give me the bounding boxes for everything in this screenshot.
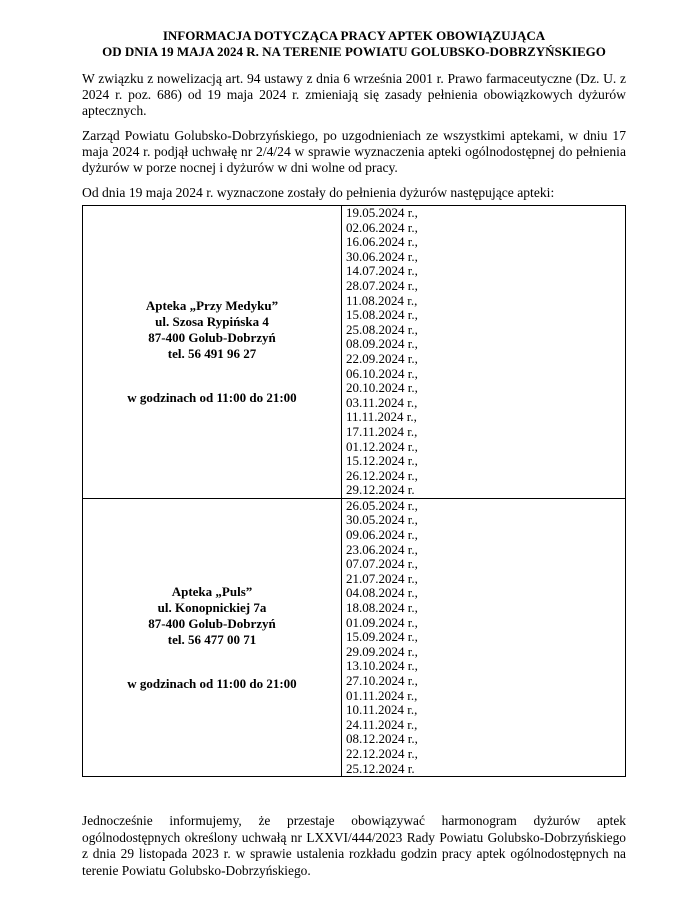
duty-date: 22.12.2024 r.,	[346, 745, 418, 761]
duty-date: 29.12.2024 r.	[346, 482, 415, 498]
designation-paragraph: Od dnia 19 maja 2024 r. wyznaczone zostały do pełnienia dyżurów następujące apteki:	[82, 185, 555, 200]
duty-date: 30.05.2024 r.,	[346, 512, 418, 528]
pharmacy-name: Apteka „Puls”	[171, 583, 253, 599]
duty-date: 22.09.2024 r.,	[346, 350, 418, 366]
pharmacy-hours: w godzinach od 11:00 do 21:00	[127, 389, 297, 405]
duty-date: 26.12.2024 r.,	[346, 467, 418, 483]
title-line-1: INFORMACJA DOTYCZĄCA PRACY APTEK OBOWIĄZUJĄCA	[162, 28, 546, 43]
duty-dates-cell	[342, 498, 626, 776]
duty-dates-cell	[342, 206, 626, 499]
pharmacy-city: 87-400 Golub-Dobrzyń	[148, 329, 276, 345]
pharmacy-info-cell	[83, 498, 342, 776]
pharmacy-info-cell	[83, 206, 342, 499]
pharmacy-city: 87-400 Golub-Dobrzyń	[148, 615, 276, 631]
duty-date: 30.06.2024 r.,	[346, 248, 418, 264]
pharmacy-phone: tel. 56 491 96 27	[167, 345, 257, 361]
pharmacy-hours: w godzinach od 11:00 do 21:00	[127, 675, 297, 691]
document-title	[82, 28, 626, 60]
duty-date: 15.09.2024 r.,	[346, 629, 418, 645]
duty-date: 01.12.2024 r.,	[346, 438, 418, 454]
duty-date: 10.11.2024 r.,	[346, 702, 418, 718]
duty-date: 21.07.2024 r.,	[346, 570, 418, 586]
duty-date: 24.11.2024 r.,	[346, 716, 418, 732]
duty-date: 07.07.2024 r.,	[346, 556, 418, 572]
intro-paragraph: W związku z nowelizacją art. 94 ustawy z dnia 6 września 2001 r. Prawo farmaceutyczne (Dz. U. z 2024 r. poz. 686) od 19 maja 2024 r. zmieniają się zasady pełnienia obowiązkowych dyżurów aptecznych.	[82, 71, 626, 118]
table-row	[83, 206, 626, 499]
duty-date: 03.11.2024 r.,	[346, 394, 418, 410]
pharmacy-street: ul. Szosa Rypińska 4	[155, 313, 269, 329]
duty-date: 15.12.2024 r.,	[346, 453, 418, 469]
footer-paragraph: Jednocześnie informujemy, że przestaje obowiązywać harmonogram dyżurów aptek ogólnodostępnych określony uchwałą nr LXXVI/444/2023 Rady Powiatu Golubsko-Dobrzyńskiego z dnia 29 listopada 2023 r. w sprawie ustalenia rozkładu godzin pracy aptek ogólnodostępnych na terenie Powiatu Golubsko-Dobrzyńskiego.	[82, 813, 626, 878]
duty-date: 19.05.2024 r.,	[346, 205, 418, 220]
duty-date: 23.06.2024 r.,	[346, 541, 418, 557]
document-page	[82, 28, 626, 777]
duty-date: 08.12.2024 r.,	[346, 731, 418, 747]
duty-date: 09.06.2024 r.,	[346, 527, 418, 543]
duty-date: 08.09.2024 r.,	[346, 336, 418, 352]
duty-date: 11.08.2024 r.,	[346, 292, 418, 308]
duty-date: 25.12.2024 r.	[346, 760, 415, 776]
duty-date: 01.09.2024 r.,	[346, 614, 418, 630]
pharmacy-street: ul. Konopnickiej 7a	[157, 599, 267, 615]
duty-date: 26.05.2024 r.,	[346, 497, 418, 513]
duty-date: 01.11.2024 r.,	[346, 687, 418, 703]
duty-date: 11.11.2024 r.,	[346, 409, 417, 425]
resolution-paragraph: Zarząd Powiatu Golubsko-Dobrzyńskiego, po uzgodnieniach ze wszystkimi aptekami, w dniu 17 maja 2024 r. podjął uchwałę nr 2/4/24 w sprawie wyznaczenia apteki ogólnodostępnej do pełnienia dyżurów w porze nocnej i dyżurów w dni wolne od pracy.	[82, 128, 626, 175]
duty-date: 29.09.2024 r.,	[346, 643, 418, 659]
duty-date: 25.08.2024 r.,	[346, 321, 418, 337]
duty-date: 18.08.2024 r.,	[346, 600, 418, 616]
duty-schedule-table	[82, 205, 626, 777]
duty-date: 14.07.2024 r.,	[346, 263, 418, 279]
duty-date: 13.10.2024 r.,	[346, 658, 418, 674]
duty-date: 17.11.2024 r.,	[346, 423, 418, 439]
pharmacy-phone: tel. 56 477 00 71	[167, 631, 257, 647]
duty-date: 16.06.2024 r.,	[346, 234, 418, 250]
duty-date: 28.07.2024 r.,	[346, 277, 418, 293]
duty-date: 06.10.2024 r.,	[346, 365, 418, 381]
duty-date: 27.10.2024 r.,	[346, 673, 418, 688]
duty-date: 02.06.2024 r.,	[346, 219, 418, 235]
pharmacy-name: Apteka „Przy Medyku”	[145, 297, 279, 313]
duty-date: 15.08.2024 r.,	[346, 307, 418, 323]
table-row	[83, 498, 626, 776]
duty-date: 04.08.2024 r.,	[346, 585, 418, 601]
duty-date: 20.10.2024 r.,	[346, 380, 418, 396]
title-line-2: OD DNIA 19 MAJA 2024 R. NA TERENIE POWIATU GOLUBSKO-DOBRZYŃSKIEGO	[102, 44, 606, 59]
